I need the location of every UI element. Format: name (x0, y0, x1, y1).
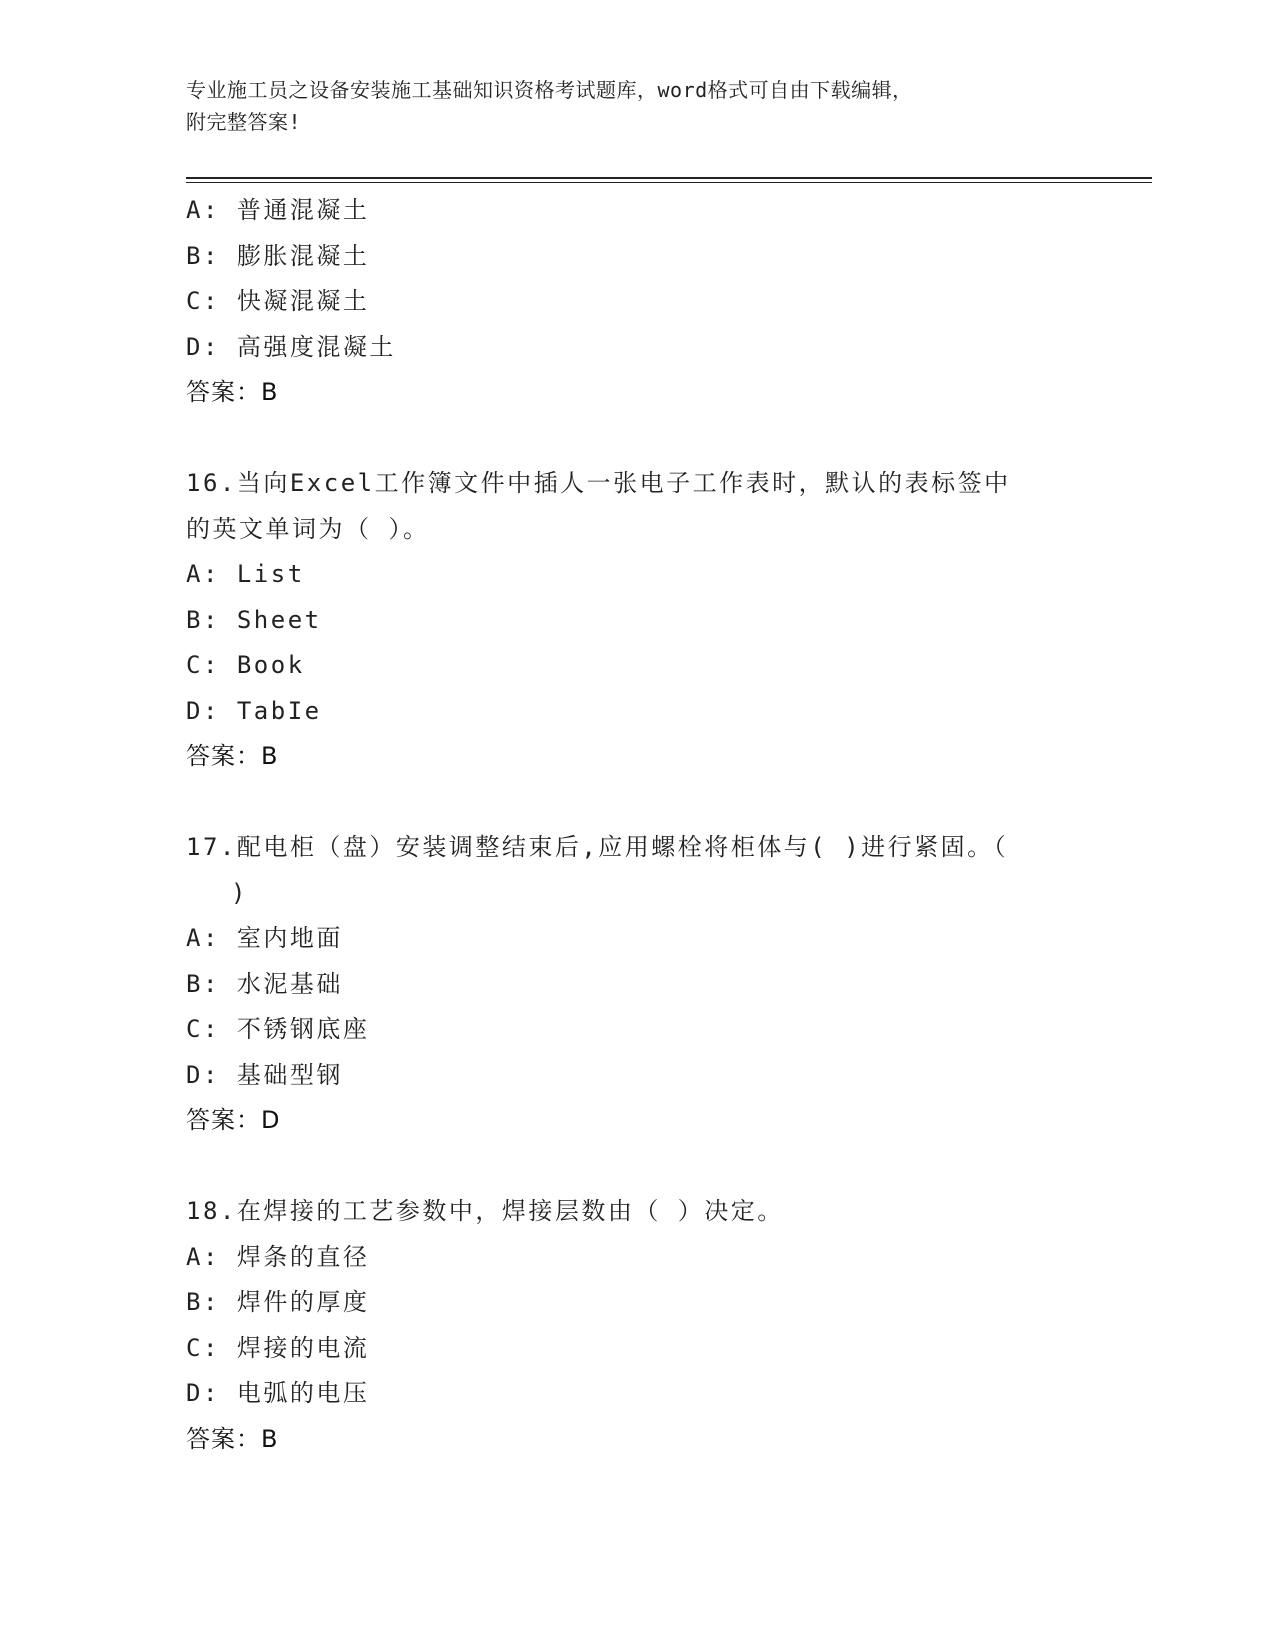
question-text: 18.在焊接的工艺参数中，焊接层数由（ ）决定。 (186, 1197, 784, 1225)
option-c: C: 快凝混凝土 (186, 287, 370, 315)
option-b: B: 膨胀混凝土 (186, 241, 370, 270)
option-c: C: Book (186, 651, 305, 679)
option-a: A: 普通混凝土 (186, 196, 370, 224)
question-text-continued: ) (231, 878, 248, 907)
answer: 答案：B (186, 1424, 279, 1453)
spacer (186, 1144, 1086, 1190)
option-c: C: 不锈钢底座 (186, 1015, 370, 1043)
option-d: D: TabIe (186, 696, 322, 725)
header-line-1: 专业施工员之设备安装施工基础知识资格考试题库，word格式可自由下载编辑， (186, 78, 913, 102)
answer: 答案：B (186, 378, 279, 406)
answer: 答案：D (186, 1106, 281, 1134)
document-header (186, 74, 1066, 138)
option-b: B: 水泥基础 (186, 969, 343, 998)
question-text: 16.当向Excel工作簿文件中插人一张电子工作表时，默认的表标签中 (186, 469, 1011, 497)
option-b: B: Sheet (186, 605, 322, 634)
header-line-2: 附完整答案! (186, 110, 302, 134)
question-16 (186, 461, 1086, 780)
option-d: D: 高强度混凝土 (186, 332, 396, 361)
question-list (186, 188, 1086, 1462)
question-15-continued (186, 188, 1086, 416)
option-a: A: 焊条的直径 (186, 1242, 370, 1271)
question-18 (186, 1189, 1086, 1462)
header-divider-thin (186, 182, 1152, 183)
option-c: C: 焊接的电流 (186, 1333, 370, 1362)
answer: 答案：B (186, 742, 279, 770)
spacer (186, 780, 1086, 826)
option-d: D: 基础型钢 (186, 1060, 343, 1089)
option-d: D: 电弧的电压 (186, 1379, 370, 1407)
option-a: A: 室内地面 (186, 924, 343, 952)
question-text: 17.配电柜（盘）安装调整结束后,应用螺栓将柜体与( )进行紧固。（ (186, 833, 1009, 861)
option-a: A: List (186, 560, 305, 588)
option-b: B: 焊件的厚度 (186, 1288, 370, 1316)
header-divider-thick (186, 177, 1152, 179)
question-text-continued: 的英文单词为（ ）。 (186, 514, 430, 543)
spacer (186, 416, 1086, 462)
question-17 (186, 825, 1086, 1144)
